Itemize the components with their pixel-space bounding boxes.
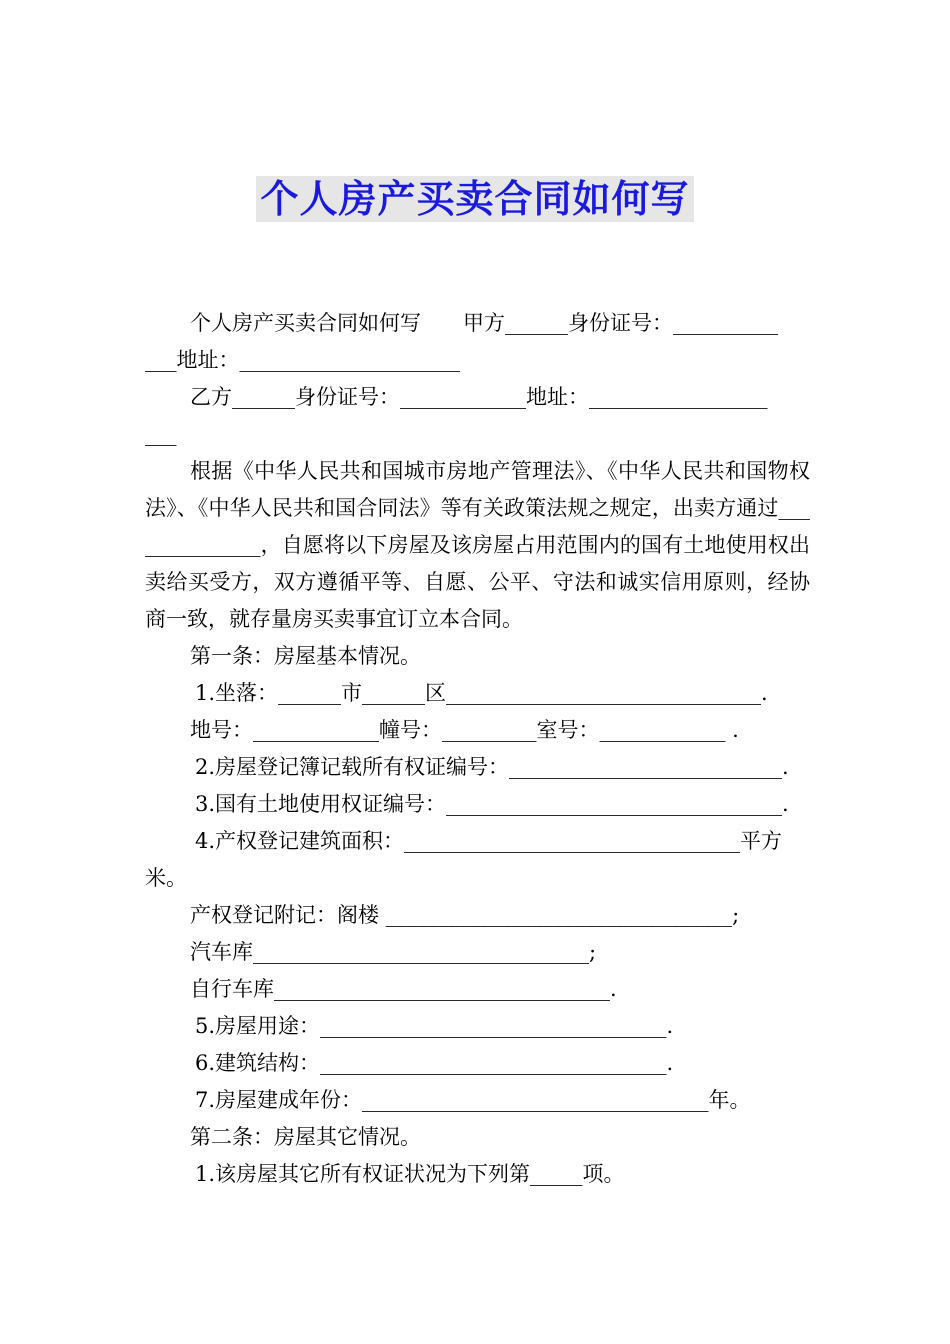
preamble-paragraph: 根据《中华人民共和国城市房地产管理法》、《中华人民共和国物权法》、《中华人民共和国合同法》等有关政策法规之规定，出卖方通过______________，自愿将以下房屋及该房屋占用范围内的国有土地使用权出卖给买受方，双方遵循平等、自愿、公平、守法和诚实信用原则，经协商一致，就存量房买卖事宜订立本合同。: [145, 459, 810, 631]
item-lot-number: 地号：____________幢号：_________室号：____________ .: [190, 718, 739, 742]
article-1-heading: 第一条：房屋基本情况。: [190, 644, 421, 668]
item-build-year: 7.房屋建成年份：_________________________________年。: [195, 1088, 751, 1112]
article-2-heading: 第二条：房屋其它情况。: [190, 1125, 421, 1149]
item-floor-area-unit: 米。: [145, 866, 187, 890]
item-land-certificate: 3.国有土地使用权证编号：________________________________.: [195, 792, 789, 816]
item-structure: 6.建筑结构：_________________________________.: [195, 1051, 674, 1075]
item-usage: 5.房屋用途：_________________________________.: [195, 1014, 674, 1038]
party-a-line: 个人房产买卖合同如何写 甲方______身份证号：__________: [190, 311, 778, 335]
party-b-address-line: ___: [145, 422, 177, 446]
item-location: 1.坐落：______市______区______________________________.: [195, 681, 768, 705]
title-wrap: [0, 176, 950, 222]
document-title: 个人房产买卖合同如何写: [256, 176, 693, 222]
note-attic: 产权登记附记：阁楼 _________________________________;: [190, 903, 740, 927]
party-a-address-line: ___地址：_____________________: [145, 348, 460, 372]
item-certificate-number: 2.房屋登记簿记载所有权证编号：__________________________.: [195, 755, 789, 779]
party-b-line: 乙方______身份证号：____________地址：_________________: [190, 385, 768, 409]
item-other-certificate: 1.该房屋其它所有权证状况为下列第_____项。: [195, 1162, 625, 1186]
note-bike-garage: 自行车库________________________________.: [190, 977, 617, 1001]
document-body: [145, 305, 810, 1193]
item-floor-area: 4.产权登记建筑面积：________________________________平方: [195, 829, 783, 853]
note-garage: 汽车库________________________________;: [190, 940, 597, 964]
